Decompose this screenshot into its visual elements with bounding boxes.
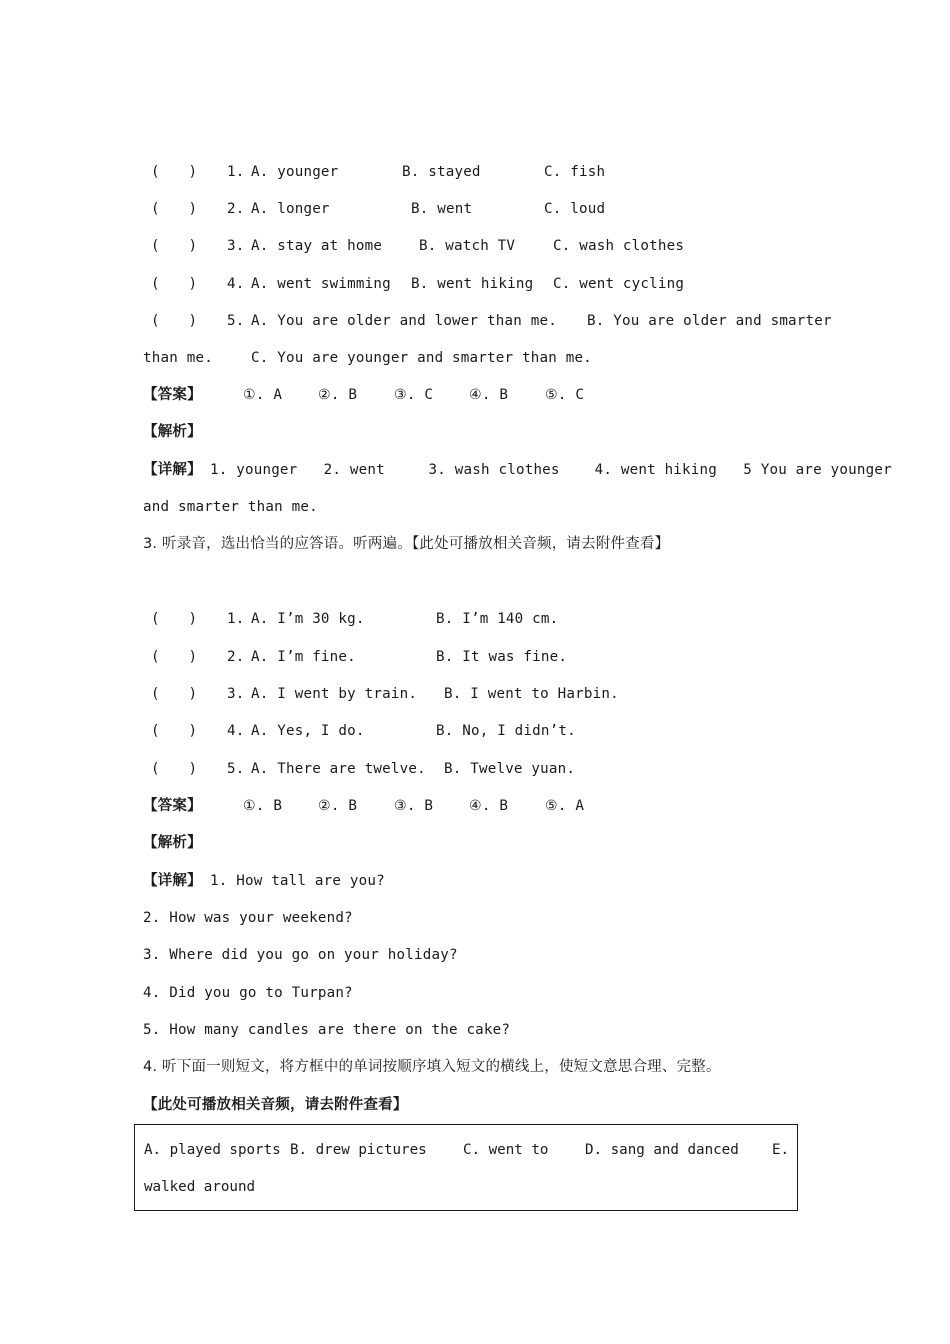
answer-blank: ( ) (151, 611, 198, 627)
answer-label: 【答案】 (143, 387, 202, 403)
option-b: B. stayed (402, 164, 481, 180)
question-number: 1. (227, 164, 245, 180)
answer-item: ④. B (469, 387, 509, 403)
question-row (143, 272, 685, 296)
question-number: 2. (227, 201, 245, 217)
answer-item: ③. B (394, 798, 434, 814)
option-a: A. stay at home (251, 238, 383, 254)
question-number: 1. (227, 611, 245, 627)
option-b: B. watch TV (419, 238, 516, 254)
answer-blank: ( ) (151, 686, 198, 702)
question-row (143, 682, 619, 706)
option-a: A. I went by train. (251, 686, 418, 702)
question-number: 4. (227, 723, 245, 739)
word-option-c: C. went to (463, 1142, 549, 1158)
detail-row (143, 458, 892, 482)
question-row (143, 197, 606, 221)
question-row (143, 757, 576, 781)
audio-note: 【此处可播放相关音频，请去附件查看】 (143, 1097, 408, 1113)
detail-row (143, 1018, 511, 1042)
answer-blank: ( ) (151, 164, 198, 180)
option-c: C. fish (544, 164, 606, 180)
section-heading (143, 1055, 721, 1079)
answer-item: ②. B (318, 387, 358, 403)
detail-row-continued (143, 495, 318, 519)
question-row (143, 719, 576, 743)
answer-blank: ( ) (151, 276, 198, 292)
word-bank-row (144, 1138, 790, 1162)
detail-row (143, 943, 458, 967)
question-number: 3. (227, 238, 245, 254)
detail-text: 2. How was your weekend? (143, 910, 353, 926)
detail-label: 【详解】 (143, 873, 202, 889)
answer-item: ②. B (318, 798, 358, 814)
analysis-row (143, 420, 202, 444)
answer-row (143, 383, 585, 407)
answer-blank: ( ) (151, 723, 198, 739)
section-heading (143, 532, 670, 556)
answer-item: ①. A (243, 387, 283, 403)
option-a: A. You are older and lower than me. (251, 313, 557, 329)
option-b: B. It was fine. (436, 649, 568, 665)
answer-row (143, 794, 585, 818)
option-b: B. Twelve yuan. (444, 761, 576, 777)
option-a: A. went swimming (251, 276, 391, 292)
answer-label: 【答案】 (143, 798, 202, 814)
detail-text: 3. Where did you go on your holiday? (143, 947, 458, 963)
detail-text: 5. How many candles are there on the cake? (143, 1022, 511, 1038)
question-number: 2. (227, 649, 245, 665)
analysis-label: 【解析】 (143, 424, 202, 440)
detail-text: and smarter than me. (143, 499, 318, 515)
option-b: B. went hiking (411, 276, 534, 292)
analysis-label: 【解析】 (143, 835, 202, 851)
word-option-b: B. drew pictures (290, 1142, 427, 1158)
option-b: B. You are older and smarter (587, 313, 832, 329)
section-4-heading: 4. 听下面一则短文，将方框中的单词按顺序填入短文的横线上，使短文意思合理、完整。 (143, 1059, 721, 1075)
detail-label: 【详解】 (143, 462, 202, 478)
section-3-heading: 3. 听录音，选出恰当的应答语。听两遍。【此处可播放相关音频，请去附件查看】 (143, 536, 670, 552)
question-number: 3. (227, 686, 245, 702)
answer-item: ①. B (243, 798, 283, 814)
detail-row (143, 981, 353, 1005)
option-a: A. I’m fine. (251, 649, 356, 665)
option-b-continued: than me. (143, 350, 213, 366)
option-a: A. There are twelve. (251, 761, 426, 777)
answer-item: ④. B (469, 798, 509, 814)
audio-note-row (143, 1093, 408, 1117)
detail-text: 4. Did you go to Turpan? (143, 985, 353, 1001)
option-b: B. No, I didn’t. (436, 723, 576, 739)
question-row (143, 234, 685, 258)
answer-blank: ( ) (151, 201, 198, 217)
word-option-d: D. sang and danced (585, 1142, 739, 1158)
option-c: C. went cycling (553, 276, 685, 292)
option-a: A. longer (251, 201, 330, 217)
option-c: C. wash clothes (553, 238, 685, 254)
answer-item: ③. C (394, 387, 434, 403)
detail-row (143, 869, 385, 893)
detail-text: 1. younger 2. went 3. wash clothes 4. went hiking 5 You are younger (210, 462, 892, 478)
answer-item: ⑤. C (545, 387, 585, 403)
option-b: B. I went to Harbin. (444, 686, 619, 702)
question-row (143, 309, 832, 333)
option-c: C. You are younger and smarter than me. (251, 350, 592, 366)
question-row (143, 160, 606, 184)
option-a: A. Yes, I do. (251, 723, 365, 739)
answer-blank: ( ) (151, 649, 198, 665)
word-option-e: E. (772, 1142, 790, 1158)
question-row-continued (143, 346, 592, 370)
answer-item: ⑤. A (545, 798, 585, 814)
question-number: 4. (227, 276, 245, 292)
answer-blank: ( ) (151, 761, 198, 777)
option-b: B. went (411, 201, 473, 217)
question-row (143, 645, 568, 669)
detail-row (143, 906, 353, 930)
answer-blank: ( ) (151, 238, 198, 254)
question-row (143, 607, 559, 631)
word-bank-row-continued (144, 1175, 256, 1199)
word-option-e-continued: walked around (144, 1179, 256, 1195)
answer-blank: ( ) (151, 313, 198, 329)
question-number: 5. (227, 761, 245, 777)
word-option-a: A. played sports (144, 1142, 281, 1158)
detail-text: 1. How tall are you? (210, 873, 385, 889)
option-a: A. I’m 30 kg. (251, 611, 365, 627)
analysis-row (143, 831, 202, 855)
question-number: 5. (227, 313, 245, 329)
option-a: A. younger (251, 164, 339, 180)
option-b: B. I’m 140 cm. (436, 611, 559, 627)
word-bank-box (134, 1124, 798, 1211)
option-c: C. loud (544, 201, 606, 217)
